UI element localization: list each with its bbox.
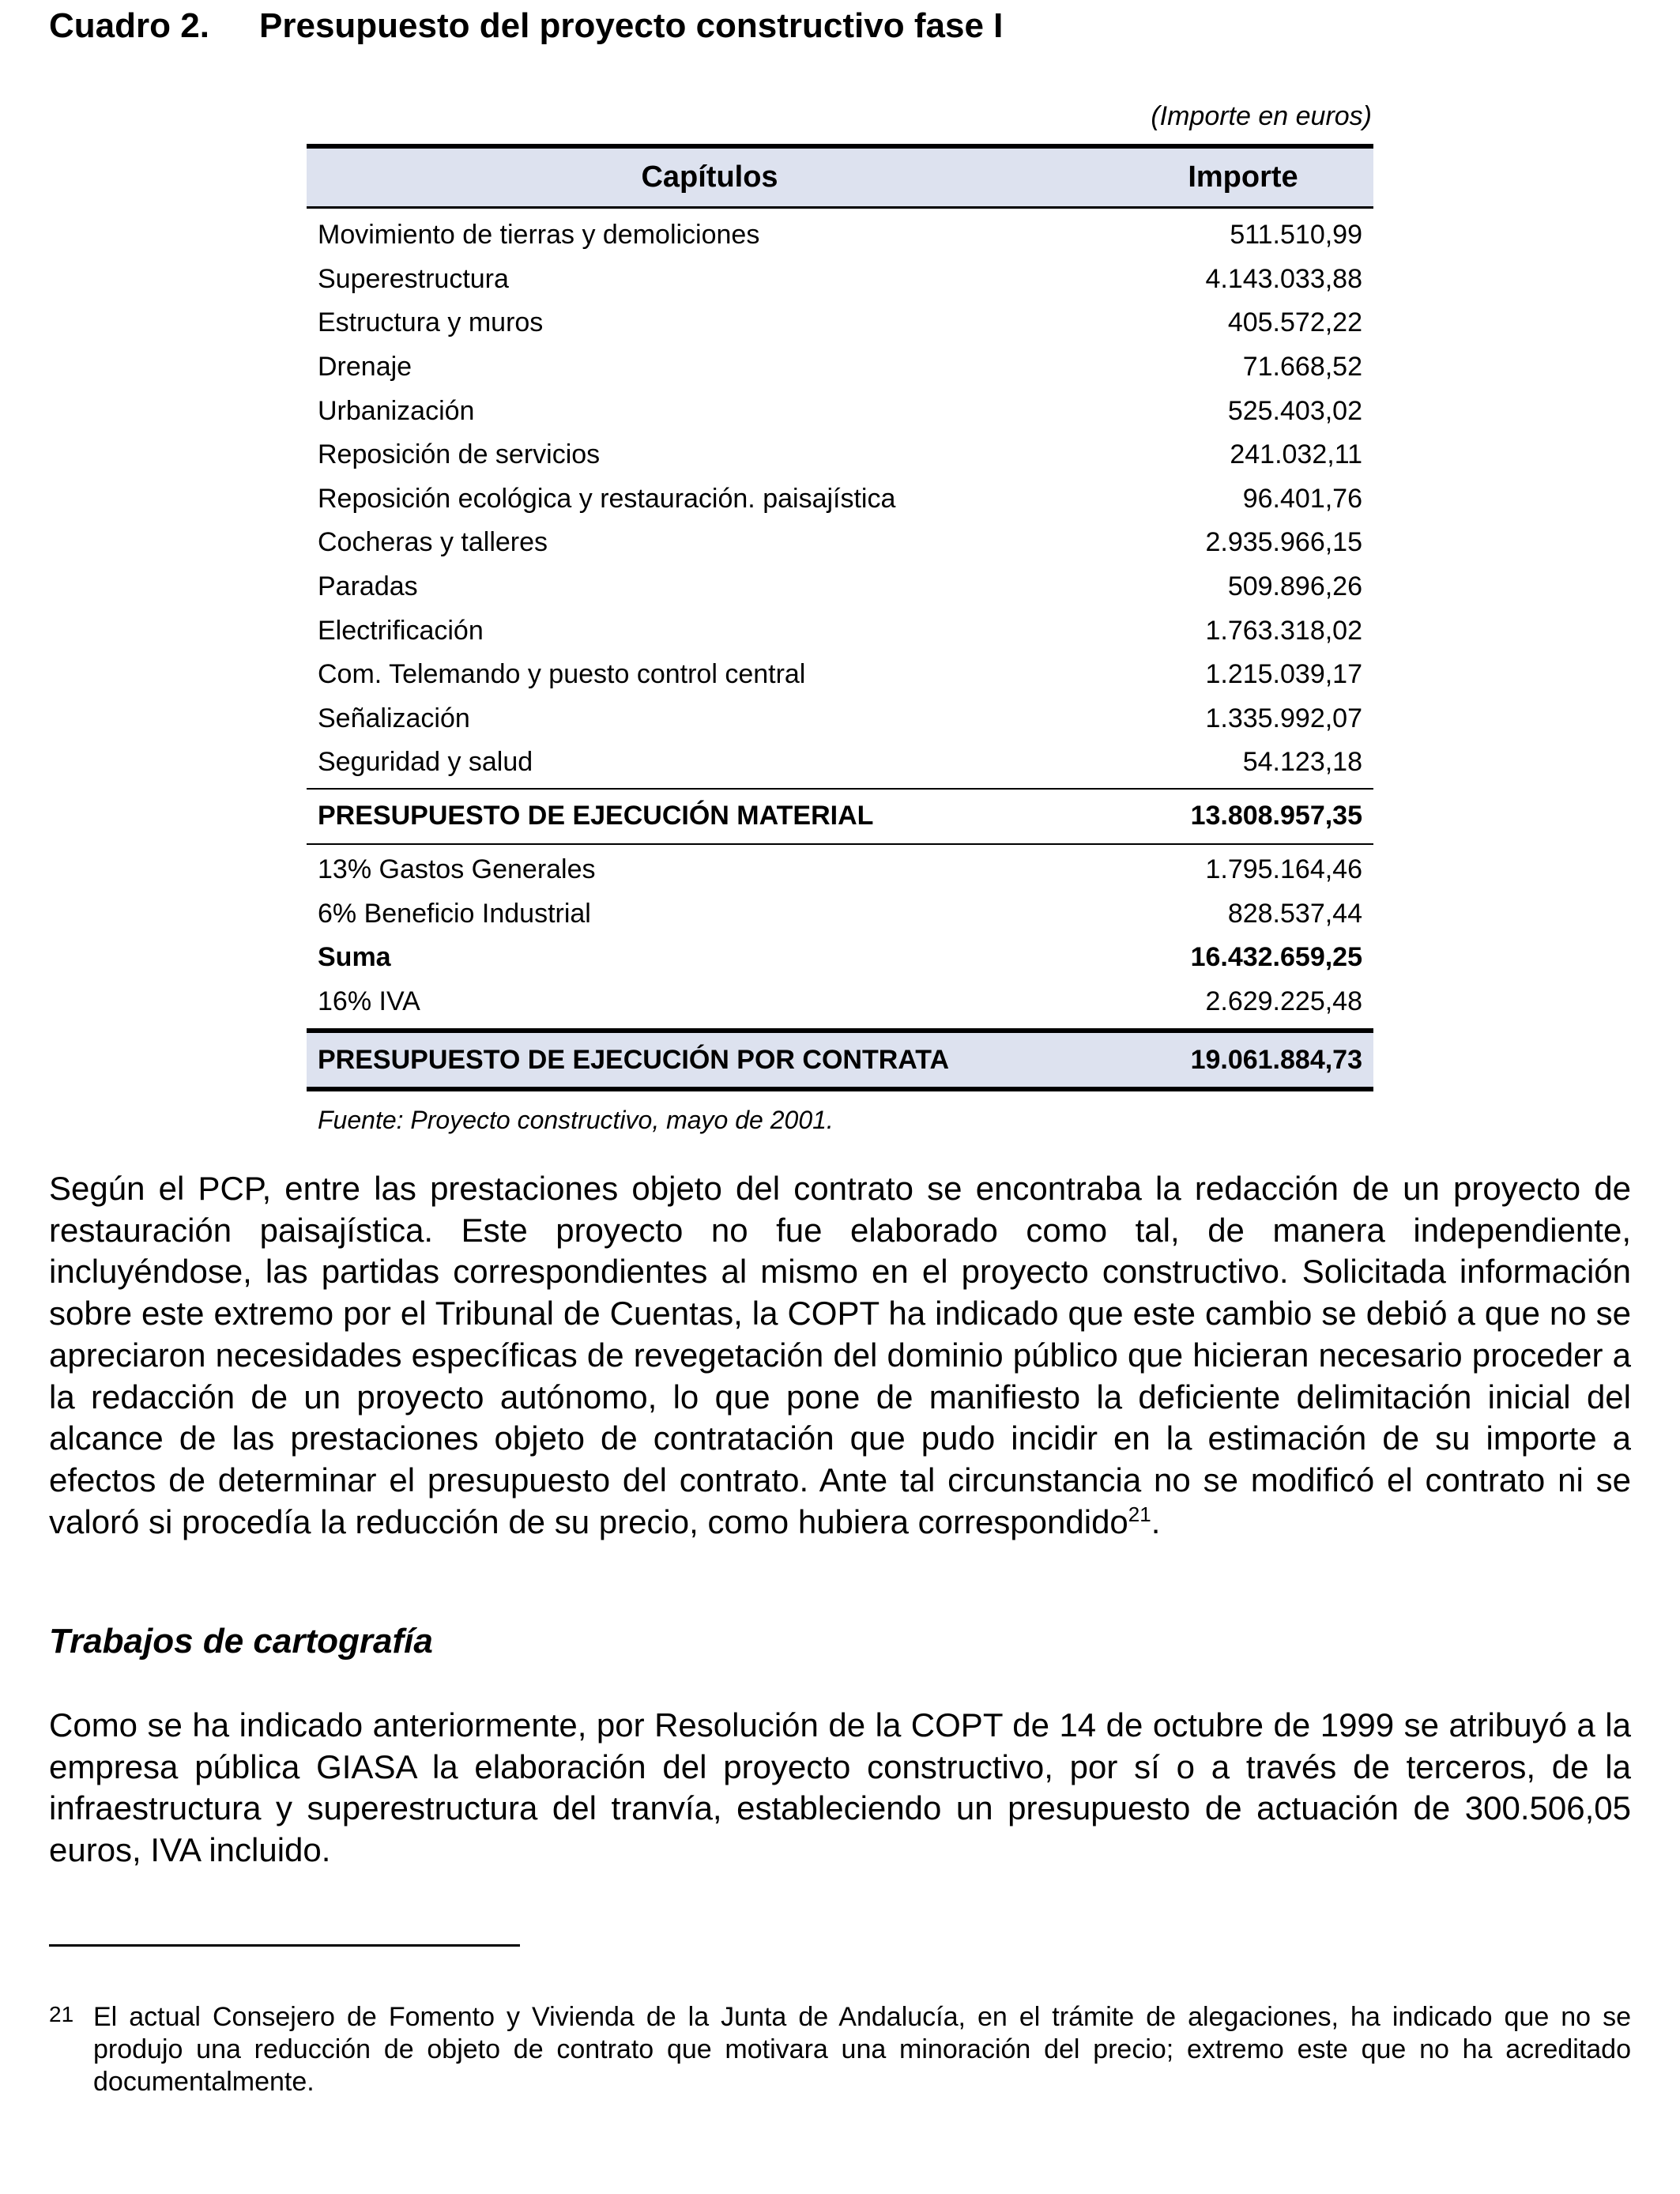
table-row <box>307 653 1373 697</box>
row-label: Urbanización <box>318 395 475 426</box>
pem-row <box>307 788 1373 845</box>
footnote <box>49 2001 1631 2098</box>
table-row <box>307 697 1373 741</box>
caption-text: Presupuesto del proyecto constructivo fase I <box>259 6 1004 45</box>
row-label: Com. Telemando y puesto control central <box>318 659 806 690</box>
beneficio-row <box>307 892 1373 936</box>
body-paragraph-1 <box>49 1168 1631 1543</box>
section-heading: Trabajos de cartografía <box>49 1622 433 1661</box>
table-row <box>307 345 1373 390</box>
row-value: 71.668,52 <box>1242 352 1362 383</box>
table-source: Fuente: Proyecto constructivo, mayo de 2001. <box>318 1106 834 1135</box>
budget-table <box>307 95 1373 1135</box>
pem-value: 13.808.957,35 <box>1190 801 1362 831</box>
row-label: Movimiento de tierras y demoliciones <box>318 220 760 251</box>
total-label: PRESUPUESTO DE EJECUCIÓN POR CONTRATA <box>318 1044 950 1075</box>
row-value: 509.896,26 <box>1227 571 1362 602</box>
row-label: Reposición ecológica y restauración. paisajística <box>318 483 896 514</box>
table-row <box>307 389 1373 433</box>
row-value: 4.143.033,88 <box>1205 263 1362 294</box>
table-caption <box>49 6 1003 46</box>
gastos-row <box>307 848 1373 892</box>
suma-value: 16.432.659,25 <box>1190 942 1362 973</box>
row-value: 1.215.039,17 <box>1205 659 1362 690</box>
pem-label: PRESUPUESTO DE EJECUCIÓN MATERIAL <box>318 801 874 831</box>
footnote-separator <box>49 1944 520 1947</box>
row-label: Reposición de servicios <box>318 439 601 470</box>
iva-label: 16% IVA <box>318 986 420 1016</box>
row-value: 2.935.966,15 <box>1205 527 1362 558</box>
footnote-text: El actual Consejero de Fomento y Vivienda de la Junta de Andalucía, en el trámite de alegaciones, ha indicado que no se produjo una reducción de objeto de contrato que motivara una minoración del precio; extremo este que no ha acreditado documentalmente. <box>93 2002 1631 2097</box>
unit-note: (Importe en euros) <box>1151 101 1372 131</box>
table-header <box>307 144 1373 209</box>
caption-number: Cuadro 2. <box>49 6 209 45</box>
gastos-value: 1.795.164,46 <box>1205 854 1362 885</box>
row-value: 405.572,22 <box>1227 307 1362 338</box>
paragraph-end: . <box>1151 1502 1161 1540</box>
row-value: 1.335.992,07 <box>1205 703 1362 733</box>
footnote-reference[interactable]: 21 <box>1128 1502 1151 1526</box>
suma-label: Suma <box>318 942 391 973</box>
row-label: Seguridad y salud <box>318 747 533 778</box>
row-value: 1.763.318,02 <box>1205 615 1362 646</box>
row-label: Estructura y muros <box>318 307 544 338</box>
table-row <box>307 258 1373 302</box>
row-label: Drenaje <box>318 352 412 383</box>
table-row <box>307 741 1373 785</box>
table-row <box>307 477 1373 522</box>
iva-row <box>307 980 1373 1024</box>
suma-row <box>307 936 1373 980</box>
table-row <box>307 521 1373 565</box>
table-row <box>307 301 1373 345</box>
header-amount: Importe <box>1188 160 1298 194</box>
row-value: 241.032,11 <box>1230 439 1362 470</box>
table-row <box>307 565 1373 609</box>
row-value: 525.403,02 <box>1227 395 1362 426</box>
row-label: Superestructura <box>318 263 509 294</box>
table-row <box>307 433 1373 477</box>
header-chapters: Capítulos <box>641 160 778 194</box>
row-label: Cocheras y talleres <box>318 527 548 558</box>
total-row <box>307 1028 1373 1091</box>
row-value: 96.401,76 <box>1242 483 1362 514</box>
row-label: Paradas <box>318 571 418 602</box>
footnote-number: 21 <box>49 2002 74 2026</box>
table-row <box>307 213 1373 258</box>
table-row <box>307 609 1373 653</box>
row-value: 511.510,99 <box>1230 220 1362 251</box>
body-paragraph-2: Como se ha indicado anteriormente, por Resolución de la COPT de 14 de octubre de 1999 se atribuyó a la empresa pública GIASA la elaboración del proyecto constructivo, por sí o a través de terceros, de la infraestructura y superestructura del tranvía, estableciendo un presupuesto de actuación de 300.506,05 euros, IVA incluido. <box>49 1706 1631 1869</box>
iva-value: 2.629.225,48 <box>1205 986 1362 1016</box>
row-label: Señalización <box>318 703 470 733</box>
row-value: 54.123,18 <box>1242 747 1362 778</box>
beneficio-label: 6% Beneficio Industrial <box>318 898 591 929</box>
gastos-label: 13% Gastos Generales <box>318 854 596 885</box>
total-value: 19.061.884,73 <box>1190 1044 1362 1075</box>
row-label: Electrificación <box>318 615 484 646</box>
beneficio-value: 828.537,44 <box>1227 898 1362 929</box>
paragraph-text: Según el PCP, entre las prestaciones objeto del contrato se encontraba la redacción de un proyecto de restauración paisajística. Este proyecto no fue elaborado como tal, de manera independiente, incluyéndose, las partidas correspondientes al mismo en el proyecto constructivo. Solicitada información sobre este extremo por el Tribunal de Cuentas, la COPT ha indicado que este cambio se debió a que no se apreciaron necesidades específicas de revegetación del dominio público que hicieran necesario proceder a la redacción de un proyecto autónomo, lo que pone de manifiesto la deficiente delimitación inicial del alcance de las prestaciones objeto de contratación que pudo incidir en la estimación de su importe a efectos de determinar el presupuesto del contrato. Ante tal circunstancia no se modificó el contrato ni se valoró si procedía la reducción de su precio, como hubiera correspondido <box>49 1170 1631 1540</box>
